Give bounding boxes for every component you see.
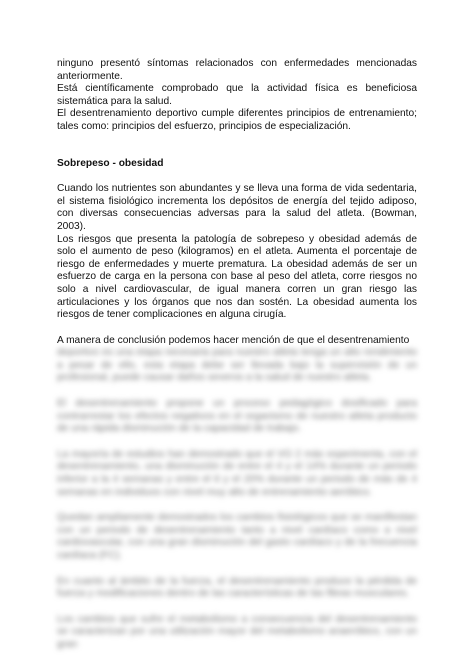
blurred-paragraph-5: En cuanto al ámbito de la fuerza, el desentrenamiento produce la pérdida de fuerza y modificaciones dentro de las características de las fibras musculares. xyxy=(57,575,417,600)
intro-paragraph-2: Está científicamente comprobado que la actividad física es beneficiosa sistemática para la salud. xyxy=(57,83,417,107)
intro-paragraph-1: ninguno presentó síntomas relacionados con enfermedades mencionadas anteriormente. xyxy=(57,58,417,82)
conclusion-first-line: A manera de conclusión podemos hacer mención de que el desentrenamiento xyxy=(57,334,410,346)
blurred-paragraph-6: Los cambios que sufre el metabolismo a consecuencia del desentrenamiento se caracterizan por una utilización mayor del metabolismo anaeróbico, con un gran xyxy=(57,613,417,650)
section-paragraph-1: Cuando los nutrientes son abundantes y se lleva una forma de vida sedentaria, el sistema fisiológico incrementa los depósitos de energía del tejido adiposo, con diversas consecuencias adversas para la salud del atleta. (Bowman, 2003). xyxy=(57,183,417,232)
intro-paragraph-3: El desentrenamiento deportivo cumple diferentes principios de entrenamiento; tales como: principios del esfuerzo, principios de especialización. xyxy=(57,108,417,132)
blurred-paragraph-3: La mayoría de estudios han demostrado que el VO 2 máx experimenta, con el desentrenamiento, una disminución de entre el 4 y el 14% durante un periodo inferior a la 4 semanas y entre el 6 y el 20% durante un periodo de más de 4 semanas en individuos con nivel muy alto de entrenamiento aeróbico. xyxy=(57,448,417,498)
document-page xyxy=(57,58,417,652)
blurred-preview-region xyxy=(57,347,417,651)
section-heading: Sobrepeso - obesidad xyxy=(57,157,164,169)
blurred-paragraph-4: Quedan ampliamente demostrados los cambios fisiológicos que se manifiestan con un periodo de desentrenamiento tanto a nivel cardíaco como a nivel cardiovascular, con una gran disminución del gasto cardíaco y de la frecuencia cardíaca (FC). xyxy=(57,512,417,561)
section-paragraph-2: Los riesgos que presenta la patología de sobrepeso y obesidad además de solo el aumento de peso (kilogramos) en el atleta. Aumenta el porcentaje de riesgo de enfermedades y muerte prematura. La obesidad además de ser un esfuerzo de carga en la persona con base al peso del atleta, corre riesgos no solo a nivel cardiovascular, de igual manera corren un gran riesgo las articulaciones y los órganos que nos dan sostén. La obesidad aumenta los riesgos de tener complicaciones en alguna cirugía. xyxy=(57,233,417,321)
blurred-paragraph-2: El desentrenamiento propone un proceso pedagógico dosificado para contrarrestar los efectos negativos en el organismo de nuestro atleta producto de una rápida disminución de la capacidad de trabajo. xyxy=(57,398,417,435)
blurred-paragraph-1: deportivo es una etapa necesaria para nuestro atleta tenga un alto rendimiento a pesar de ello, esta etapa debe ser llevada bajo la supervisión de un profesional, puede causar daños severos a la salud de nuestro atleta. xyxy=(57,347,417,384)
